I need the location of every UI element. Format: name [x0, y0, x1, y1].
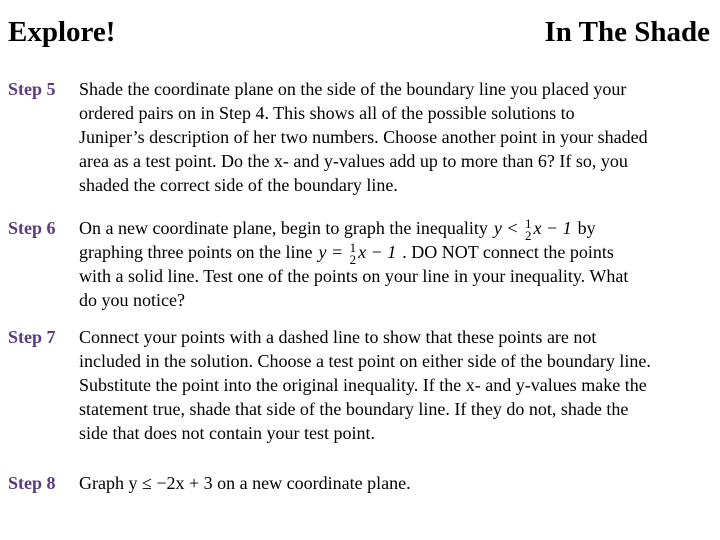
step-text-line	[79, 240, 614, 266]
step-label: Step 8	[8, 473, 56, 493]
math-rhs: x − 1	[358, 242, 397, 262]
step-text-line: Graph y ≤ −2x + 3 on a new coordinate plane.	[79, 473, 411, 493]
step-text-line: side that does not contain your test point.	[79, 423, 375, 443]
denominator: 2	[349, 251, 357, 267]
text: graphing three points on the line	[79, 242, 313, 262]
step-label: Step 6	[8, 218, 56, 238]
step-text-line: do you notice?	[79, 290, 185, 310]
text: . DO NOT connect the points	[402, 242, 614, 262]
step-text-line	[79, 216, 596, 242]
step-text-line: shaded the correct side of the boundary line.	[79, 175, 398, 195]
step-text-line: statement true, shade that side of the boundary line. If they do not, shade the	[79, 399, 629, 419]
fraction	[349, 239, 357, 267]
numerator: 1	[349, 239, 357, 255]
step-text-line: area as a test point. Do the x- and y-values add up to more than 6? If so, you	[79, 151, 628, 171]
text: by	[577, 218, 596, 238]
page-title-left: Explore!	[8, 16, 116, 48]
math-lhs: y =	[318, 242, 344, 262]
numerator: 1	[525, 215, 532, 231]
text: On a new coordinate plane, begin to graph the inequality	[79, 218, 488, 238]
step-text-line: Shade the coordinate plane on the side of the boundary line you placed your	[79, 79, 627, 99]
step-label: Step 7	[8, 327, 56, 347]
denominator: 2	[525, 227, 532, 243]
step-text-line: Juniper’s description of her two numbers. Choose another point in your shaded	[79, 127, 648, 147]
step-label: Step 5	[8, 79, 56, 99]
equation	[318, 240, 396, 266]
step-text-line: included in the solution. Choose a test point on either side of the boundary line.	[79, 351, 651, 371]
page-title-right: In The Shade	[544, 16, 710, 48]
step-text-line: Substitute the point into the original inequality. If the x- and y-values make the	[79, 375, 647, 395]
step-text-line: Connect your points with a dashed line to show that these points are not	[79, 327, 597, 347]
step-text-line: with a solid line. Test one of the points on your line in your inequality. What	[79, 266, 629, 286]
inequality	[494, 216, 572, 242]
math-lhs: y <	[493, 218, 519, 238]
step-text-line: ordered pairs on in Step 4. This shows all of the possible solutions to	[79, 103, 575, 123]
fraction	[525, 215, 532, 243]
math-rhs: x − 1	[533, 218, 572, 238]
